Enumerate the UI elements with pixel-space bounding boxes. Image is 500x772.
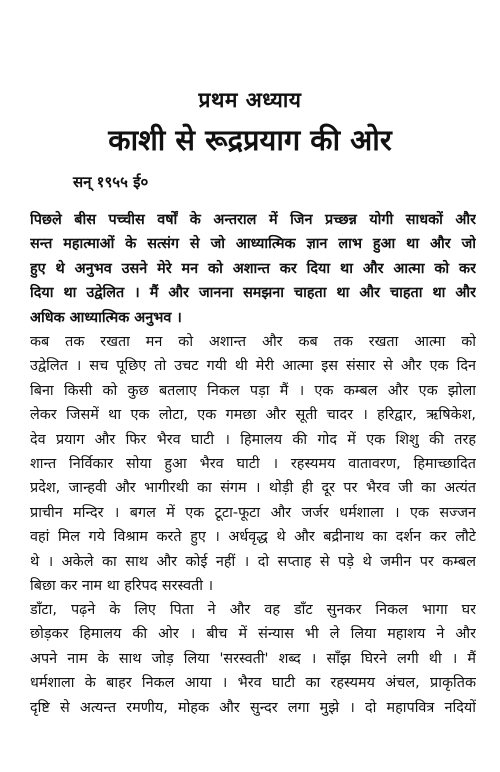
text-line: लेकर जिसमें था एक लोटा, एक गमछा और सूती चादर । हरिद्वार, ऋषिकेश, [30,407,476,424]
text-line: प्राचीन मन्दिर । बगल में एक टूटा-फूटा और जर्जर धर्मशाला । एक सज्जन [30,504,476,521]
text-line: छोड़कर हिमालय की ओर । बीच में संन्यास भी ले लिया महाशय ने और [30,626,476,643]
chapter-label: प्रथम अध्याय [198,88,302,112]
text-line: थे । अकेले का साथ और कोई नहीं । दो सप्ताह से पड़े थे जमीन पर कम्बल [30,553,476,570]
text-line: कब तक रखता मन को अशान्त और कब तक रखता आत्मा को [30,334,476,350]
text-line: दृष्टि से अत्यन्त रमणीय, मोहक और सुन्दर लगा मुझे । दो महापवित्र नदियों [30,699,476,716]
paragraph-3 [30,598,476,720]
text-line: बिछा कर नाम था हरिपद सरस्वती । [30,578,214,595]
text-line: हुए थे अनुभव उसने मेरे मन को अशान्त कर दिया था और आत्मा को कर [30,260,476,277]
text-line: पिछले बीस पच्चीस वर्षों के अन्तराल में जिन प्रच्छन्न योगी साधकों और [30,212,476,228]
text-line: बिना किसी को कुछ बतलाए निकल पड़ा मैं । एक कम्बल और एक झोला [30,382,476,399]
text-line: धर्मशाला के बाहर निकल आया । भैरव घाटी का रहस्यमय अंचल, प्राकृतिक [30,675,476,692]
text-line: अपने नाम के साथ जोड़ लिया 'सरस्वती' शब्द । साँझ घिरने लगी थी । मैं [30,650,476,667]
paragraph-2 [30,330,476,598]
text-line: उद्वेलित । सच पूछिए तो उचट गयी थी मेरी आत्मा इस संसार से और एक दिन [30,358,476,375]
text-line: सन्त महात्माओं के सत्संग से जो आध्यात्मिक ज्ञान लाभ हुआ था और जो [30,236,476,253]
text-line: दिया था उद्वेलित । मैं और जानना समझना चाहता था और चाहता था और [30,285,476,302]
text-line: डाँटा, पढ़ने के लिए पिता ने और वह डाँट सुनकर निकल भागा घर [30,602,476,618]
chapter-title: काशी से रूद्रप्रयाग की ओर [108,123,392,157]
text-line: वहां मिल गये विश्राम करते हुए । अर्धवृद्ध थे और बद्रीनाथ का दर्शन कर लौटे [30,529,476,546]
text-line: शान्त निर्विकार सोया हुआ भैरव घाटी । रहस्यमय वातावरण, हिमाच्छादित [30,456,476,473]
paragraph-1 [30,208,476,330]
text-line: देव प्रयाग और फिर भैरव घाटी । हिमालय की गोद में एक शिशु की तरह [30,431,476,448]
text-line: प्रदेश, जान्हवी और भागीरथी का संगम । थोड़ी ही दूर पर भैरव जी का अत्यंत [30,480,476,497]
text-line: अधिक आध्यात्मिक अनुभव । [30,309,182,326]
date-line: सन् १९५५ ई० [73,173,149,191]
